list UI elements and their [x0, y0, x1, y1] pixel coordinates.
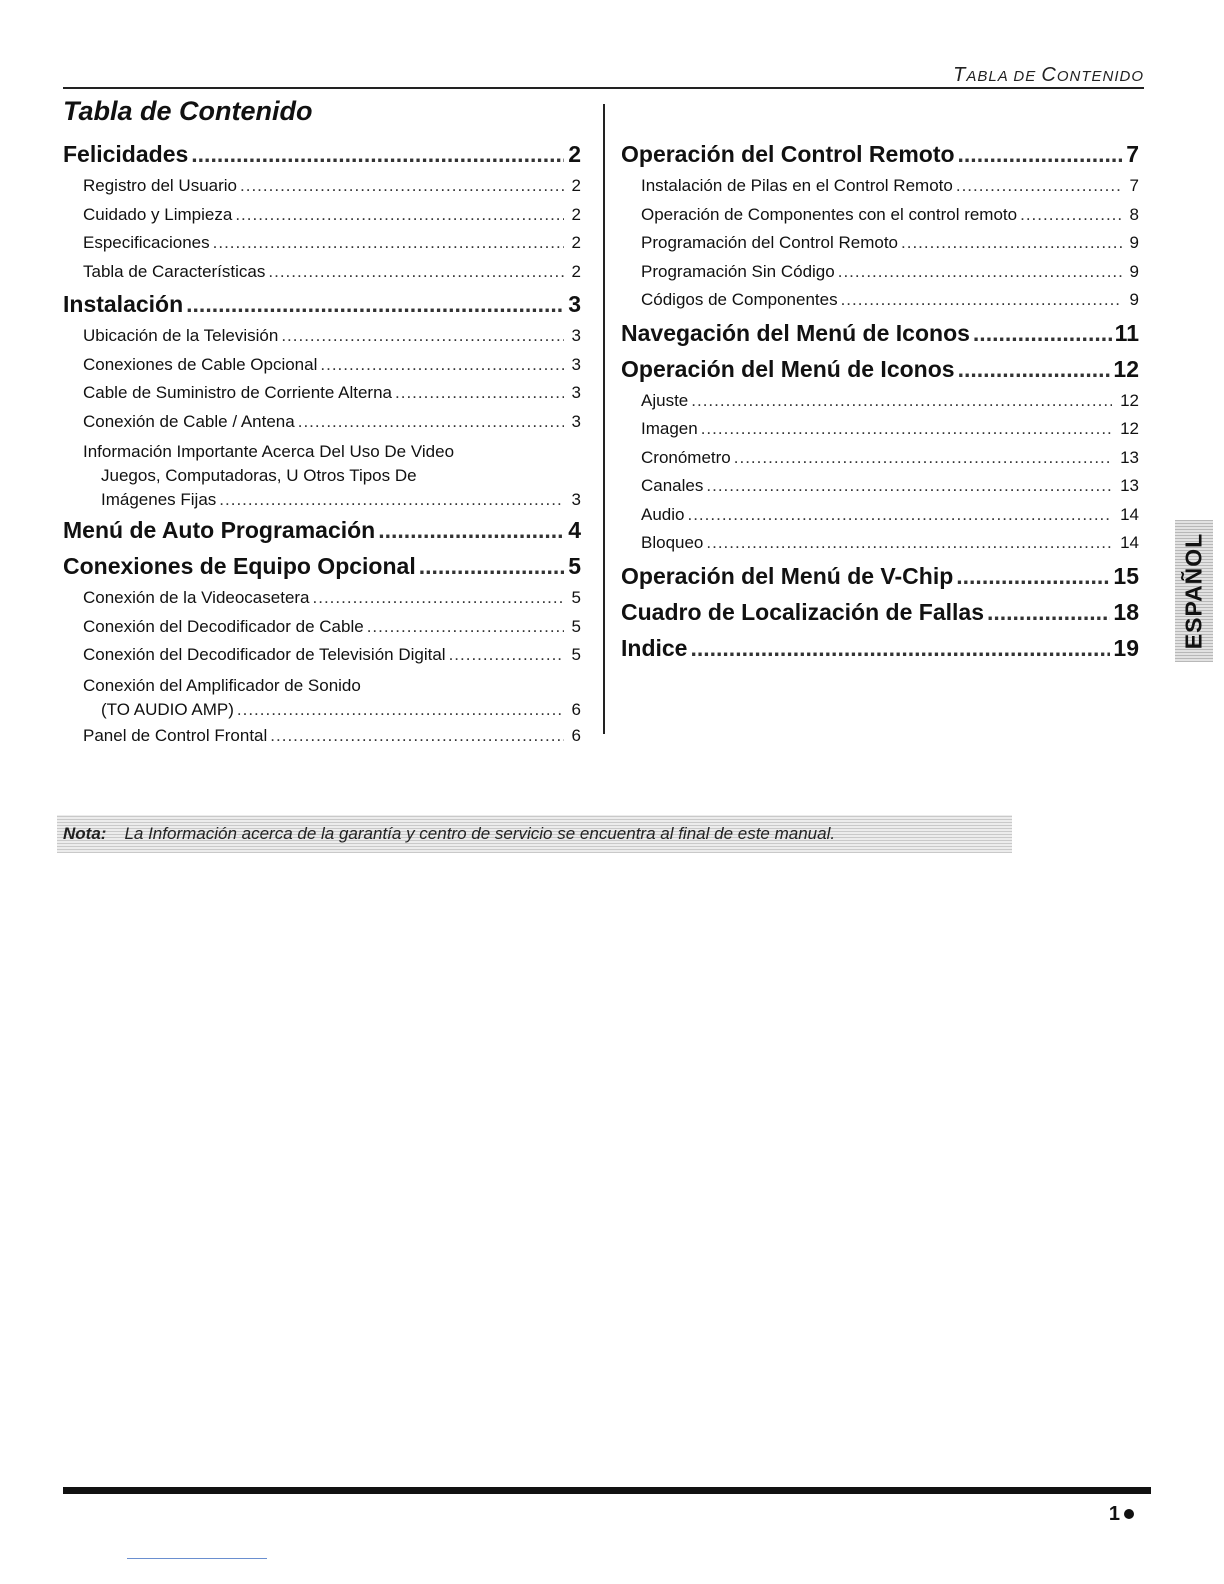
column-divider: [603, 104, 605, 734]
toc-entry[interactable]: Conexión de la Videocasetera ..... 5: [83, 584, 581, 613]
toc-entry[interactable]: Instalación de Pilas en el Control Remoto ..... 7: [641, 172, 1139, 201]
toc-right-column: [621, 136, 1139, 666]
note-banner: [57, 815, 1012, 853]
toc-entry[interactable]: Audio ..... 14: [641, 501, 1139, 530]
toc-section-operacion-menu[interactable]: Operación del Menú de Iconos ..... 12: [621, 351, 1139, 387]
footer-link-underline: [127, 1558, 267, 1559]
toc-section-felicidades[interactable]: Felicidades ..... 2: [63, 136, 581, 172]
language-side-tab: ESPAÑOL: [1175, 520, 1213, 662]
toc-entry[interactable]: Especificaciones ..... 2: [83, 229, 581, 258]
toc-section-instalacion[interactable]: Instalación ..... 3: [63, 286, 581, 322]
toc-section-equipo-opcional[interactable]: Conexiones de Equipo Opcional ..... 5: [63, 548, 581, 584]
running-header: TABLA DE CONTENIDO: [953, 64, 1144, 86]
toc-entry[interactable]: Códigos de Componentes ..... 9: [641, 286, 1139, 315]
page-number: 1: [1108, 1503, 1120, 1525]
toc-entry[interactable]: Conexiones de Cable Opcional ..... 3: [83, 351, 581, 380]
toc-entry[interactable]: Programación del Control Remoto ..... 9: [641, 229, 1139, 258]
note-label: Nota:: [63, 824, 107, 843]
toc-section-indice[interactable]: Indice ..... 19: [621, 630, 1139, 666]
toc-entry[interactable]: Conexión de Cable / Antena ..... 3: [83, 408, 581, 437]
toc-entry[interactable]: Ajuste ..... 12: [641, 387, 1139, 416]
toc-section-fallas[interactable]: Cuadro de Localización de Fallas ..... 18: [621, 594, 1139, 630]
toc-section-auto-programacion[interactable]: Menú de Auto Programación ..... 4: [63, 512, 581, 548]
toc-entry[interactable]: Conexión del Decodificador de Televisión Digital ..... 5: [83, 641, 581, 670]
toc-entry[interactable]: Panel de Control Frontal ..... 6: [83, 722, 581, 751]
toc-section-navegacion[interactable]: Navegación del Menú de Iconos ..... 11: [621, 315, 1139, 351]
toc-entry[interactable]: Conexión del Decodificador de Cable ..... 5: [83, 613, 581, 642]
footer-rule: [63, 1487, 1151, 1494]
toc-entry[interactable]: Ubicación de la Televisión ..... 3: [83, 322, 581, 351]
toc-entry[interactable]: Tabla de Características ..... 2: [83, 258, 581, 287]
toc-section-vchip[interactable]: Operación del Menú de V-Chip ..... 15: [621, 558, 1139, 594]
header-rule: [63, 87, 1144, 89]
toc-entry[interactable]: Operación de Componentes con el control remoto ..... 8: [641, 201, 1139, 230]
toc-entry-multiline[interactable]: Información Importante Acerca Del Uso De Video Juegos, Computadoras, U Otros Tipos De Imágenes Fijas ..... 3: [83, 436, 581, 512]
toc-entry[interactable]: Imagen ..... 12: [641, 415, 1139, 444]
toc-entry[interactable]: Cuidado y Limpieza ..... 2: [83, 201, 581, 230]
note-text: La Información acerca de la garantía y centro de servicio se encuentra al final de este manual.: [124, 824, 836, 843]
toc-entry[interactable]: Cable de Suministro de Corriente Alterna ..... 3: [83, 379, 581, 408]
toc-entry-multiline[interactable]: Conexión del Amplificador de Sonido (TO AUDIO AMP) ..... 6: [83, 670, 581, 722]
toc-section-control-remoto[interactable]: Operación del Control Remoto ..... 7: [621, 136, 1139, 172]
toc-entry[interactable]: Registro del Usuario ..... 2: [83, 172, 581, 201]
toc-left-column: [63, 136, 581, 750]
bullet-icon: [1124, 1509, 1134, 1519]
toc-entry[interactable]: Canales ..... 13: [641, 472, 1139, 501]
toc-entry[interactable]: Cronómetro ..... 13: [641, 444, 1139, 473]
page-title: Tabla de Contenido: [63, 96, 313, 126]
toc-entry[interactable]: Bloqueo ..... 14: [641, 529, 1139, 558]
toc-entry[interactable]: Programación Sin Código ..... 9: [641, 258, 1139, 287]
